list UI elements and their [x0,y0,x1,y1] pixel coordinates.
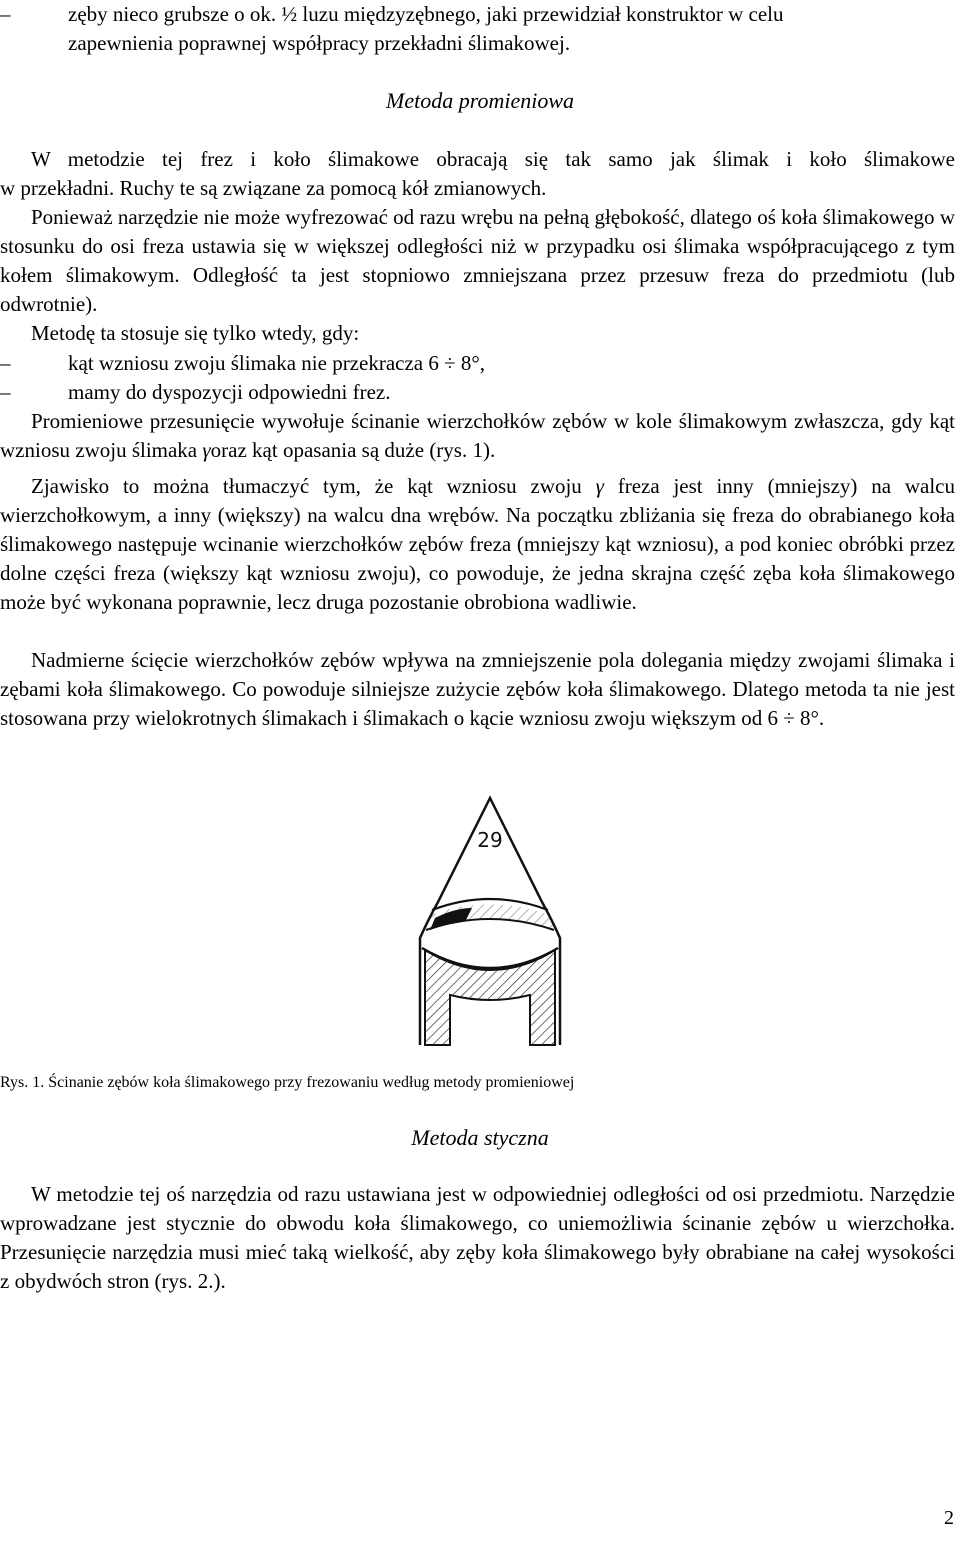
paragraph-body: Zjawisko to można tłumaczyć tym, że kąt wzniosu zwoju [31,474,596,498]
paragraph-text [0,472,955,617]
figure-label: 29 [477,828,503,852]
paragraph-body: Metodę ta stosuje się tylko wtedy, gdy: [31,321,360,345]
list-dash: – [0,351,11,375]
paragraph-line [0,145,955,174]
page-number: 2 [944,1507,954,1529]
paragraph-body: W metodzie tej oś narzędzia od razu ustawiana jest w odpowiedniej odległości od osi przedmiotu. Narzędzie wprowadzane jest stycznie do obwodu koła ślimakowego, co uniemożliwia ścinanie zębów u wierzchołka. Przesunięcie narzędzia musi mieć taką wielkość, aby zęby koła ślimakowego były obrabiane na całej wysokości z obydwóch stron (rys. 2.). [0,1182,955,1293]
figure-caption: Rys. 1. Ścinanie zębów koła ślimakowego przy frezowaniu według metody promieniowej [0,1074,575,1091]
bullet-text-line-2: zapewnienia poprawnej współpracy przekładni ślimakowej. [68,31,571,55]
list-item: mamy do dyspozycji odpowiedni frez. [68,380,391,404]
paragraph-body: Ponieważ narzędzie nie może wyfrezować od razu wrębu na pełną głębokość, dlatego oś koła ślimakowego w stosunku do osi freza ustawia się w większej odległości niż w przypadku osi ślimaka współpracującego z tym kołem ślimakowym. Odległość ta jest stopniowo zmniejszana przez przesuw freza do przedmiotu (lub odwrotnie). [0,205,955,316]
section-heading-tangential: Metoda styczna [411,1125,549,1150]
bullet-dash: – [0,2,11,26]
gamma-symbol: γ [202,438,211,462]
paragraph-text: w przekładni. Ruchy te są związane za pomocą kół zmianowych. [0,176,547,200]
paragraph-text [0,407,955,465]
list-item: kąt wzniosu zwoju ślimaka nie przekracza 6 ÷ 8°, [68,351,486,375]
paragraph-text [0,646,955,733]
paragraph-text [0,1180,955,1296]
section-heading-radial: Metoda promieniowa [386,88,574,113]
paragraph-body: freza jest inny (mniejszy) na walcu wierzchołkowym, a inny (większy) na walcu dna wrębów. Na początku zbliżania się freza do obrabianego koła ślimakowego następuje wcinanie wierzchołków zębów freza (mniejszy kąt wzniosu), a pod koniec obróbki przez dolne części freza (większy kąt wzniosu zwoju), co powoduje, że jedna skrajna część zęba koła ślimakowego może być wykonana poprawnie, lecz druga pozostanie obrobiona wadliwie. [0,474,955,614]
bullet-text-line-1: zęby nieco grubsze o ok. ½ luzu międzyzębnego, jaki przewidział konstruktor w celu [68,2,784,26]
list-dash: – [0,380,11,404]
tooth-outline [420,798,560,1045]
paragraph-body: oraz kąt opasania są duże (rys. 1). [210,438,496,462]
paragraph-text [0,319,955,348]
paragraph-text [0,203,955,319]
paragraph-body: Nadmierne ścięcie wierzchołków zębów wpływa na zmniejszenie pola dolegania między zwojami ślimaka i zębami koła ślimakowego. Co powoduje silniejsze zużycie zębów koła ślimakowego. Dlatego metoda ta nie jest stosowana przy wielokrotnych ślimakach i ślimakach o kącie wzniosu zwoju większym od 6 ÷ 8°. [0,648,955,730]
paragraph-body: Promieniowe przesunięcie wywołuje ścinanie wierzchołków zębów w kole ślimakowym zwłaszcza, gdy kąt wzniosu zwoju ślimaka [0,409,955,462]
figure-worm-wheel-tooth [380,790,600,1055]
gamma-symbol: γ [595,474,604,498]
paragraph-text: W metodzie tej frez i koło ślimakowe obracają się tak samo jak ślimak i koło ślimakowe [31,147,955,171]
